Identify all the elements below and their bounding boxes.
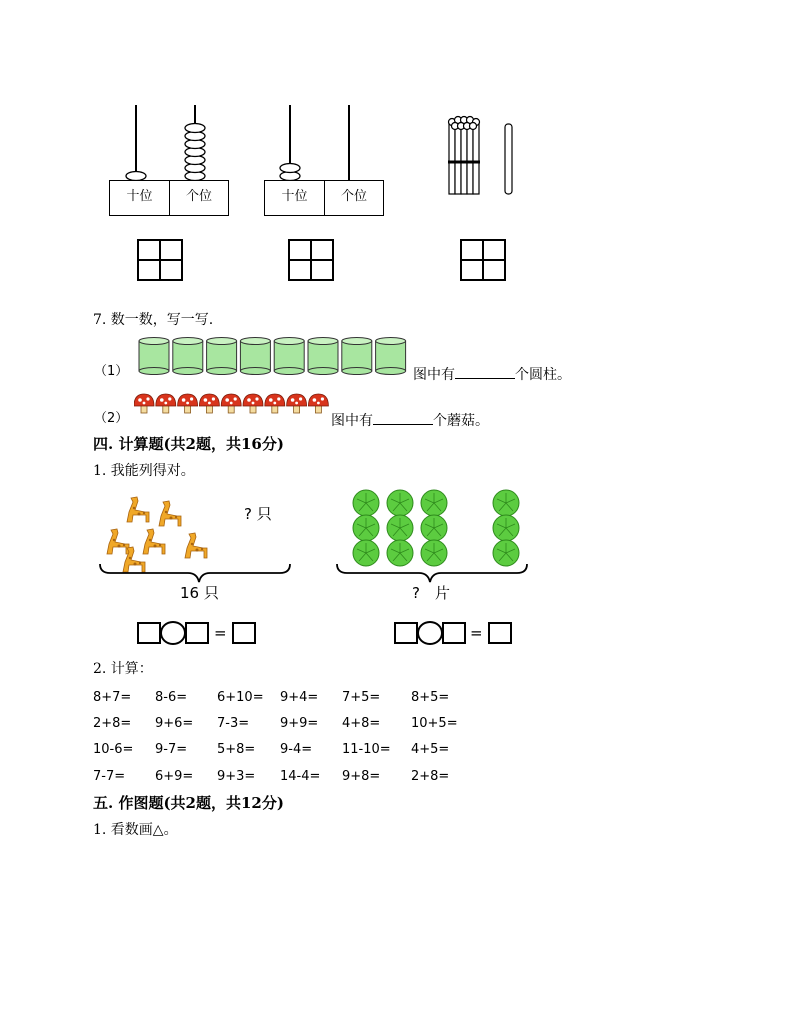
- cylinder: [274, 341, 304, 371]
- q7-item2-after: 个蘑菇。: [433, 413, 489, 429]
- mushroom-spot: [225, 398, 229, 402]
- mushroom-spot: [143, 402, 146, 405]
- cylinder: [342, 341, 372, 371]
- mushroom-spot: [291, 398, 295, 402]
- cylinder-bottom: [342, 368, 372, 375]
- calculation-item: 6+10=: [217, 690, 264, 705]
- tens-label: 十位: [110, 181, 170, 215]
- mushroom-spot: [299, 397, 302, 400]
- giraffe: [159, 501, 181, 526]
- cylinder-bottom: [274, 368, 304, 375]
- cylinders-image: [136, 336, 410, 376]
- question-7-title: 7. 数一数，写一写.: [93, 312, 214, 328]
- giraffe-question-label: ? 只: [244, 505, 272, 523]
- q7-item2-text: [331, 410, 489, 429]
- mushroom-spot: [321, 397, 324, 400]
- cylinder-top: [139, 338, 169, 345]
- calculation-item: 9+4=: [280, 690, 319, 705]
- q7-item1-number: （1）: [94, 364, 129, 379]
- cylinder-bottom: [308, 368, 338, 375]
- calculation-item: 10+5=: [411, 716, 458, 731]
- section-5-heading: 五. 作图题(共2题，共12分): [93, 794, 284, 812]
- ones-label: 个位: [185, 189, 212, 204]
- cylinder-top: [173, 338, 203, 345]
- mushroom-spot: [234, 397, 237, 400]
- cylinder: [207, 341, 237, 371]
- abacus-bead: [280, 164, 300, 173]
- cylinder-bottom: [173, 368, 203, 375]
- calculation-item: 9+6=: [155, 716, 194, 731]
- cylinder-bottom: [207, 368, 237, 375]
- calculation-item: 14-4=: [280, 769, 321, 784]
- mushroom-spot: [168, 397, 171, 400]
- result-box[interactable]: [232, 622, 256, 644]
- giraffe-total-label: 16 只: [180, 584, 219, 602]
- mushroom-spot: [164, 402, 167, 405]
- calculation-item: 11-10=: [342, 742, 391, 757]
- q7-item2-answer-blank[interactable]: [373, 410, 433, 425]
- calculation-item: 2+8=: [93, 716, 132, 731]
- calculation-item: 7-3=: [217, 716, 250, 731]
- q7-item2-number: （2）: [94, 411, 129, 426]
- result-box[interactable]: [488, 622, 512, 644]
- q7-item1-before: 图中有: [413, 367, 455, 383]
- section-4-q1-title: 1. 我能列得对。: [93, 463, 195, 479]
- giraffe-brace: [96, 560, 296, 586]
- giraffe: [185, 533, 207, 558]
- mushroom-spot: [212, 397, 215, 400]
- cylinder-bottom: [240, 368, 270, 375]
- mushroom-spot: [204, 398, 208, 402]
- mushroom-spot: [317, 402, 320, 405]
- calculation-item: 6+9=: [155, 769, 194, 784]
- q7-item1-text: [413, 364, 571, 383]
- section-5-q1-title: 1. 看数画△。: [93, 822, 178, 838]
- calculation-item: 2+8=: [411, 769, 450, 784]
- abacus-2-place-value-box: [264, 180, 384, 216]
- calculation-item: 9+9=: [280, 716, 319, 731]
- mushroom-spot: [273, 402, 276, 405]
- cylinder-top: [376, 338, 406, 345]
- giraffe: [143, 529, 165, 554]
- q7-item1-answer-blank[interactable]: [455, 364, 515, 379]
- mushroom-spot: [190, 397, 193, 400]
- mushroom-spot: [313, 398, 317, 402]
- calculation-item: 9-7=: [155, 742, 188, 757]
- mushroom-spot: [146, 397, 149, 400]
- mushroom-spot: [182, 398, 186, 402]
- mushroom-spot: [252, 402, 255, 405]
- leaf-total-label: ? 片: [412, 584, 450, 602]
- calculation-item: 9-4=: [280, 742, 313, 757]
- mushroom-spot: [247, 398, 251, 402]
- calculation-item: 8-6=: [155, 690, 188, 705]
- q7-item1-after: 个圆柱。: [515, 367, 571, 383]
- mushroom-spot: [295, 402, 298, 405]
- answer-grid-3[interactable]: [460, 239, 506, 281]
- ones-label: 个位: [340, 189, 367, 204]
- answer-grid-1[interactable]: [137, 239, 183, 281]
- mushroom-spot: [255, 397, 258, 400]
- cylinder-bottom: [139, 368, 169, 375]
- answer-grid-2[interactable]: [288, 239, 334, 281]
- q7-item2-before: 图中有: [331, 413, 373, 429]
- cylinder-bottom: [376, 368, 406, 375]
- abacus-1-place-value-box: [109, 180, 229, 216]
- equation-box[interactable]: [185, 622, 209, 644]
- equals-sign: =: [214, 624, 227, 642]
- calculation-item: 8+5=: [411, 690, 450, 705]
- section-4-heading: 四. 计算题(共2题，共16分): [93, 435, 284, 453]
- mushrooms-image: [134, 392, 330, 418]
- abacus-bead: [185, 124, 205, 133]
- calculation-item: 7-7=: [93, 769, 126, 784]
- calculation-item: 9+8=: [342, 769, 381, 784]
- cylinder: [139, 341, 169, 371]
- cylinder: [308, 341, 338, 371]
- mushroom-spot: [138, 398, 142, 402]
- mushroom-spot: [186, 402, 189, 405]
- equation-box[interactable]: [394, 622, 418, 644]
- leaf-brace: [333, 560, 533, 586]
- giraffe: [107, 529, 129, 554]
- calculation-item: 7+5=: [342, 690, 381, 705]
- cylinder: [173, 341, 203, 371]
- operator-circle[interactable]: [160, 621, 186, 645]
- mushroom-spot: [160, 398, 164, 402]
- operator-circle[interactable]: [417, 621, 443, 645]
- calculation-item: 4+5=: [411, 742, 450, 757]
- cylinder-top: [342, 338, 372, 345]
- mushroom-spot: [277, 397, 280, 400]
- equation-box[interactable]: [137, 622, 161, 644]
- section-4-q2-title: 2. 计算：: [93, 661, 153, 677]
- calculation-item: 4+8=: [342, 716, 381, 731]
- cylinder-top: [240, 338, 270, 345]
- mushroom-spot: [269, 398, 273, 402]
- mushroom-spot: [208, 402, 211, 405]
- cylinder: [376, 341, 406, 371]
- cylinder-top: [274, 338, 304, 345]
- calculation-item: 10-6=: [93, 742, 134, 757]
- equation-box[interactable]: [442, 622, 466, 644]
- mushroom-spot: [230, 402, 233, 405]
- calculation-item: 5+8=: [217, 742, 256, 757]
- equals-sign: =: [470, 624, 483, 642]
- calculation-item: 8+7=: [93, 690, 132, 705]
- leaves-image: [344, 488, 534, 568]
- giraffe: [127, 497, 149, 522]
- cylinder: [240, 341, 270, 371]
- tens-label: 十位: [265, 181, 325, 215]
- cylinder-top: [308, 338, 338, 345]
- calculation-item: 9+3=: [217, 769, 256, 784]
- cylinder-top: [207, 338, 237, 345]
- stick-bundle-image: [440, 112, 530, 202]
